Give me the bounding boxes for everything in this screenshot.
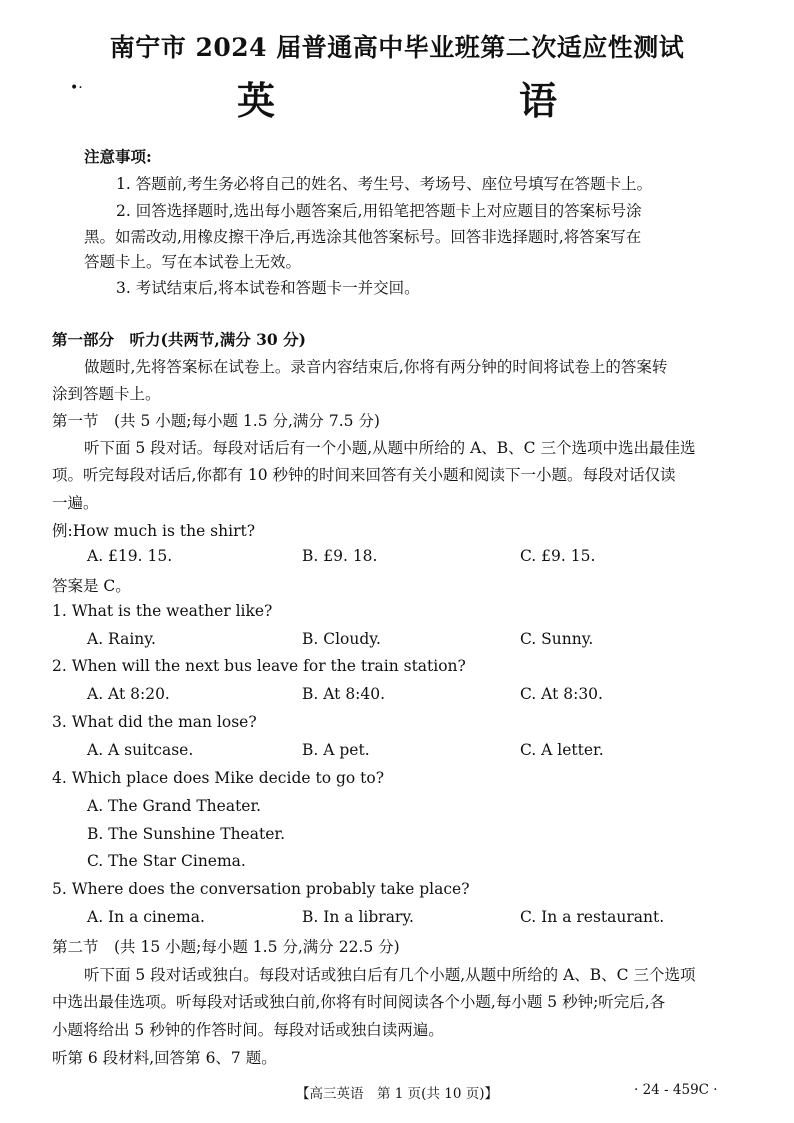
page-footer: 【高三英语 第 1 页(共 10 页)】 xyxy=(296,1086,498,1102)
option-b: B. A pet. xyxy=(302,741,370,759)
part1-heading: 第一部分 听力(共两节,满分 30 分) xyxy=(52,330,306,349)
notice-line: 答题卡上。写在本试卷上无效。 xyxy=(84,253,302,271)
option-a: A. £19. 15. xyxy=(87,547,173,565)
question-5: 5. Where does the conversation probably take place? xyxy=(52,880,470,898)
option-a: A. In a cinema. xyxy=(87,908,205,926)
notice-heading: 注意事项: xyxy=(84,147,152,166)
section1-heading: 第一节 (共 5 小题;每小题 1.5 分,满分 7.5 分) xyxy=(52,412,380,430)
option-c: C. Sunny. xyxy=(520,630,594,648)
option-b: B. At 8:40. xyxy=(302,685,386,703)
notice-line: 1. 答题前,考生务必将自己的姓名、考生号、考场号、座位号填写在答题卡上。 xyxy=(116,175,653,193)
question-4: 4. Which place does Mike decide to go to? xyxy=(52,769,385,787)
option-c: C. A letter. xyxy=(520,741,604,759)
section1-intro: 一遍。 xyxy=(52,494,99,512)
notice-line: 3. 考试结束后,将本试卷和答题卡一并交回。 xyxy=(116,279,420,297)
question-3: 3. What did the man lose? xyxy=(52,713,257,731)
option-b: B. £9. 18. xyxy=(302,547,378,565)
paper-code: · 24 - 459C · xyxy=(634,1082,718,1098)
notice-line: 2. 回答选择题时,选出每小题答案后,用铅笔把答题卡上对应题目的答案标号涂 xyxy=(116,202,642,220)
option-a: A. A suitcase. xyxy=(87,741,194,759)
notice-line: 黑。如需改动,用橡皮擦干净后,再选涂其他答案标号。回答非选择题时,将答案写在 xyxy=(84,228,642,246)
example-answer: 答案是 C。 xyxy=(52,577,131,595)
option-a: A. Rainy. xyxy=(87,630,156,648)
option-c: C. In a restaurant. xyxy=(520,908,665,926)
part1-intro: 做题时,先将答案标在试卷上。录音内容结束后,你将有两分钟的时间将试卷上的答案转 xyxy=(84,358,668,376)
section2-heading: 第二节 (共 15 小题;每小题 1.5 分,满分 22.5 分) xyxy=(52,938,400,956)
option-c: C. The Star Cinema. xyxy=(87,852,246,870)
section2-intro: 听下面 5 段对话或独白。每段对话或独白后有几个小题,从题中所给的 A、B、C 三个选项 xyxy=(84,966,696,984)
option-c: C. £9. 15. xyxy=(520,547,596,565)
option-b: B. In a library. xyxy=(302,908,414,926)
section1-intro: 项。听完每段对话后,你都有 10 秒钟的时间来回答有关小题和阅读下一小题。每段对话仅读 xyxy=(52,466,676,484)
material-instruction: 听第 6 段材料,回答第 6、7 题。 xyxy=(52,1049,277,1067)
example-question: 例:How much is the shirt? xyxy=(52,522,256,540)
section1-intro: 听下面 5 段对话。每段对话后有一个小题,从题中所给的 A、B、C 三个选项中选出最佳选 xyxy=(84,439,696,457)
section2-intro: 中选出最佳选项。听每段对话或独白前,你将有时间阅读各个小题,每小题 5 秒钟;听完后,各 xyxy=(52,993,666,1011)
option-a: A. The Grand Theater. xyxy=(87,797,262,815)
part1-intro: 涂到答题卡上。 xyxy=(52,385,161,403)
subject-title: 英 语 xyxy=(236,78,613,123)
option-b: B. The Sunshine Theater. xyxy=(87,825,285,843)
question-2: 2. When will the next bus leave for the train station? xyxy=(52,657,466,675)
section2-intro: 小题将给出 5 秒钟的作答时间。每段对话或独白读两遍。 xyxy=(52,1021,444,1039)
exam-title: 南宁市 2024 届普通高中毕业班第二次适应性测试 xyxy=(109,33,685,62)
option-c: C. At 8:30. xyxy=(520,685,603,703)
question-1: 1. What is the weather like? xyxy=(52,602,273,620)
scan-mark: •· xyxy=(70,80,83,96)
option-b: B. Cloudy. xyxy=(302,630,381,648)
option-a: A. At 8:20. xyxy=(87,685,170,703)
